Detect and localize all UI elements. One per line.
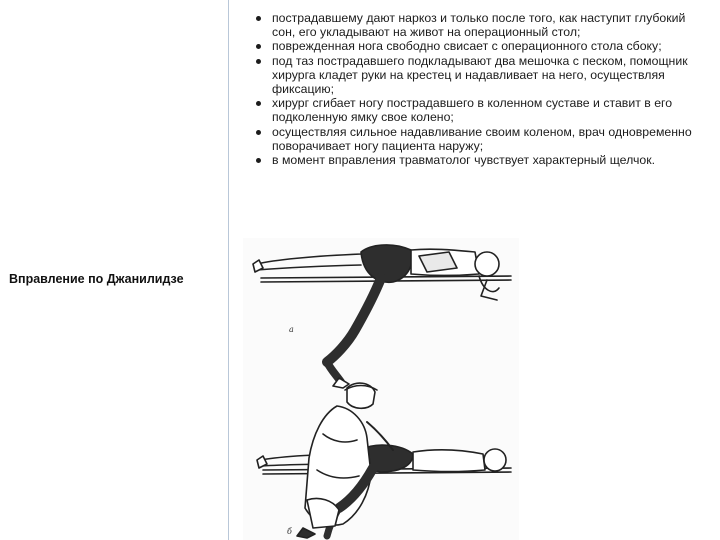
column-divider xyxy=(228,0,229,540)
step-item xyxy=(252,39,707,53)
reduction-illustration xyxy=(243,238,519,540)
step-item xyxy=(252,54,707,97)
step-text: поврежденная нога свободно свисает с операционного стола сбоку; xyxy=(272,39,662,54)
steps-list xyxy=(252,11,707,167)
panel-a-label: а xyxy=(289,325,294,334)
bullet-icon xyxy=(256,101,261,106)
bullet-icon xyxy=(256,16,261,21)
step-item xyxy=(252,11,707,39)
bullet-icon xyxy=(256,158,261,163)
step-item xyxy=(252,125,707,153)
bullet-icon xyxy=(256,59,261,64)
bullet-icon xyxy=(256,130,261,135)
step-text: пострадавшему дают наркоз и только после того, как наступит глубокий сон, его укладывают на живот на операционный стол; xyxy=(272,11,686,40)
method-name-cell: Вправление по Джанилидзе xyxy=(9,272,184,286)
step-text: хирург сгибает ногу пострадавшего в коленном суставе и ставит в его подколенную ямку свое колено; xyxy=(272,96,673,125)
bullet-icon xyxy=(256,44,261,49)
step-item xyxy=(252,153,707,167)
step-item xyxy=(252,96,707,124)
step-text: осуществляя сильное надавливание своим коленом, врач одновременно поворачивает ногу пациента наружу; xyxy=(272,124,692,153)
step-text: в момент вправления травматолог чувствует характерный щелчок. xyxy=(272,153,656,168)
panel-a-drawing xyxy=(253,245,511,388)
panel-b-label: б xyxy=(287,527,292,536)
panel-b-drawing xyxy=(257,383,511,538)
step-text: под таз пострадавшего подкладывают два мешочка с песком, помощник хирурга кладет руки на крестец и надавливает на него, осуществляя фиксацию; xyxy=(272,53,688,97)
illustration-svg xyxy=(243,238,519,540)
